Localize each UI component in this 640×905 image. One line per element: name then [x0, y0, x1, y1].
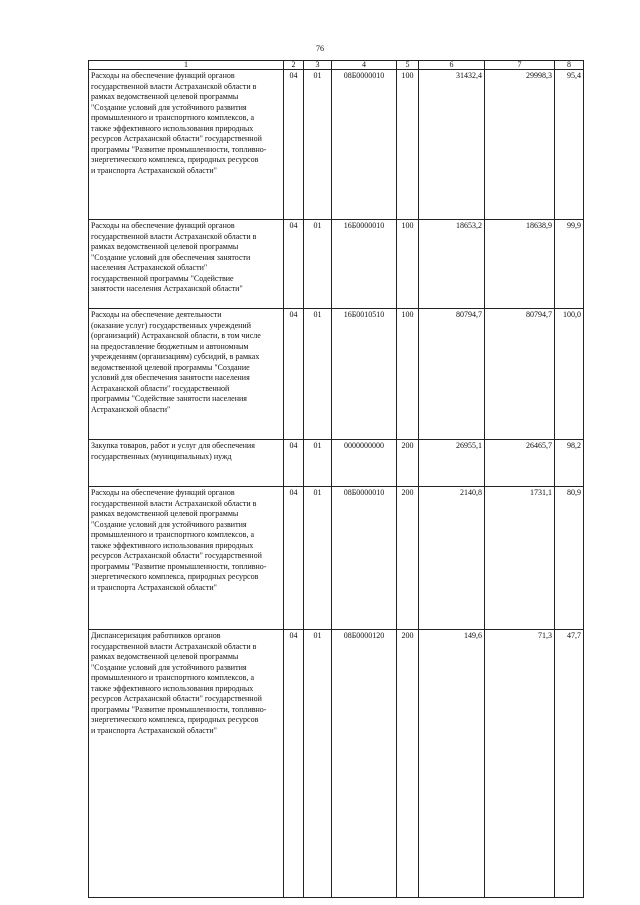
target-article-code: 16Б0000010 — [332, 220, 397, 309]
expense-type-code: 200 — [397, 630, 419, 898]
executed-amount: 18638,9 — [485, 220, 555, 309]
subsection-code: 01 — [304, 630, 332, 898]
execution-percent: 100,0 — [555, 309, 584, 440]
subsection-code: 01 — [304, 220, 332, 309]
subsection-code: 01 — [304, 487, 332, 630]
expense-description: Расходы на обеспечение деятельности (оказание услуг) государственных учреждений (организаций) Астраханской области, в том числе на предоставление бюджетным и автономным учреждениям (организациям) субсидий, в рамках ведомственной целевой программы "Создание условий для обеспечения занятости населения Астраханской области" государственной программы "Содействие занятости населения Астраханской области" — [89, 309, 284, 440]
execution-percent: 80,9 — [555, 487, 584, 630]
table-row — [89, 309, 584, 440]
planned-amount: 18653,2 — [419, 220, 485, 309]
header-cell-3: 3 — [304, 61, 332, 70]
header-cell-6: 6 — [419, 61, 485, 70]
section-code: 04 — [284, 440, 304, 487]
executed-amount: 71,3 — [485, 630, 555, 898]
expense-type-code: 200 — [397, 440, 419, 487]
table-row — [89, 487, 584, 630]
expense-type-code: 100 — [397, 309, 419, 440]
header-cell-1: 1 — [89, 61, 284, 70]
target-article-code: 08Б0000010 — [332, 70, 397, 220]
executed-amount: 29998,3 — [485, 70, 555, 220]
target-article-code: 08Б0000010 — [332, 487, 397, 630]
section-code: 04 — [284, 309, 304, 440]
header-cell-2: 2 — [284, 61, 304, 70]
expense-description: Закупка товаров, работ и услуг для обеспечения государственных (муниципальных) нужд — [89, 440, 284, 487]
planned-amount: 2140,8 — [419, 487, 485, 630]
header-cell-8: 8 — [555, 61, 584, 70]
target-article-code: 0000000000 — [332, 440, 397, 487]
table-row — [89, 630, 584, 898]
expense-type-code: 200 — [397, 487, 419, 630]
subsection-code: 01 — [304, 309, 332, 440]
executed-amount: 1731,1 — [485, 487, 555, 630]
execution-percent: 98,2 — [555, 440, 584, 487]
execution-percent: 95,4 — [555, 70, 584, 220]
header-row — [89, 61, 584, 70]
planned-amount: 26955,1 — [419, 440, 485, 487]
expense-description: Расходы на обеспечение функций органов государственной власти Астраханской области в рамках ведомственной целевой программы "Создание условий для устойчивого развития промышленного и транспортного комплексов, а также эффективного использования природных ресурсов Астраханской области" государственной программы "Развитие промышленности, топливно- энергетического комплекса, природных ресурсов и транспорта Астраханской области" — [89, 70, 284, 220]
section-code: 04 — [284, 220, 304, 309]
table-row — [89, 220, 584, 309]
page-number: 76 — [316, 44, 324, 53]
expense-type-code: 100 — [397, 70, 419, 220]
budget-table — [88, 60, 584, 898]
planned-amount: 31432,4 — [419, 70, 485, 220]
subsection-code: 01 — [304, 70, 332, 220]
execution-percent: 47,7 — [555, 630, 584, 898]
header-cell-7: 7 — [485, 61, 555, 70]
section-code: 04 — [284, 487, 304, 630]
expense-type-code: 100 — [397, 220, 419, 309]
executed-amount: 26465,7 — [485, 440, 555, 487]
header-cell-5: 5 — [397, 61, 419, 70]
executed-amount: 80794,7 — [485, 309, 555, 440]
execution-percent: 99,9 — [555, 220, 584, 309]
header-cell-4: 4 — [332, 61, 397, 70]
section-code: 04 — [284, 70, 304, 220]
expense-description: Расходы на обеспечение функций органов государственной власти Астраханской области в рамках ведомственной целевой программы "Создание условий для устойчивого развития промышленного и транспортного комплексов, а также эффективного использования природных ресурсов Астраханской области" государственной программы "Развитие промышленности, топливно- энергетического комплекса, природных ресурсов и транспорта Астраханской области" — [89, 487, 284, 630]
planned-amount: 149,6 — [419, 630, 485, 898]
planned-amount: 80794,7 — [419, 309, 485, 440]
expense-description: Расходы на обеспечение функций органов государственной власти Астраханской области в рамках ведомственной целевой программы "Создание условий для обеспечения занятости населения Астраханской области" государственной программы "Содействие занятости населения Астраханской области" — [89, 220, 284, 309]
target-article-code: 16Б0010510 — [332, 309, 397, 440]
section-code: 04 — [284, 630, 304, 898]
table-row — [89, 70, 584, 220]
target-article-code: 08Б0000120 — [332, 630, 397, 898]
expense-description: Диспансеризация работников органов государственной власти Астраханской области в рамках ведомственной целевой программы "Создание условий для устойчивого развития промышленного и транспортного комплексов, а также эффективного использования природных ресурсов Астраханской области" государственной программы "Развитие промышленности, топливно- энергетического комплекса, природных ресурсов и транспорта Астраханской области" — [89, 630, 284, 898]
subsection-code: 01 — [304, 440, 332, 487]
table-row — [89, 440, 584, 487]
